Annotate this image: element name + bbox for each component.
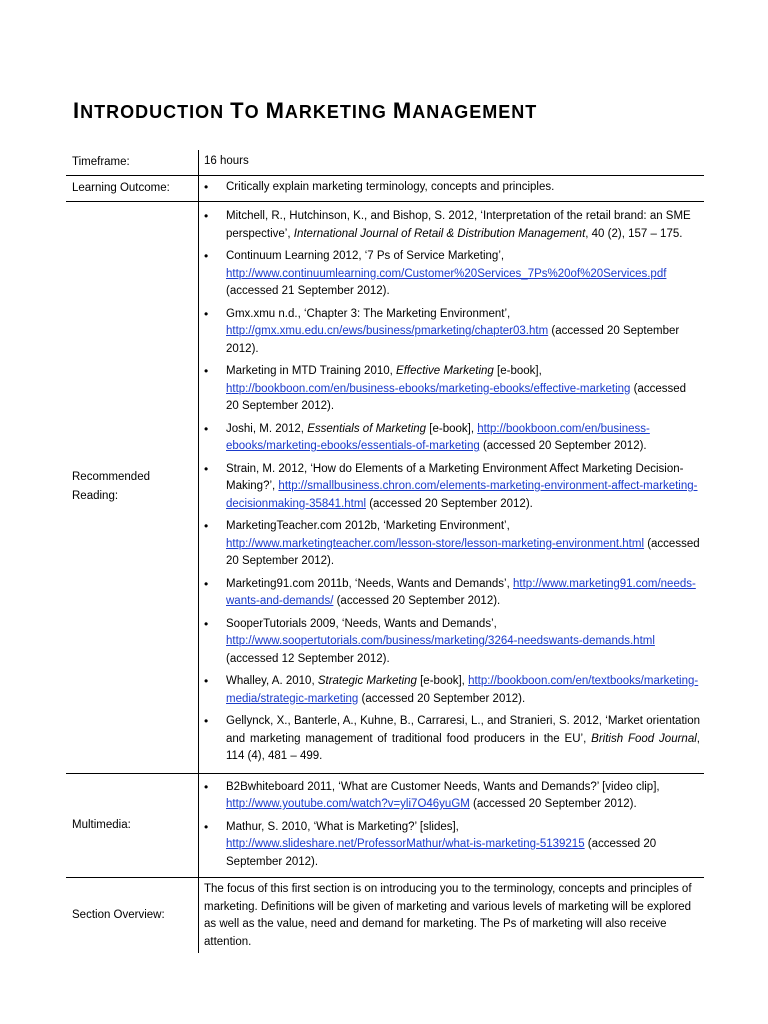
multimedia-row: [66, 774, 704, 879]
reading-item: • Mitchell, R., Hutchinson, K., and Bishop, S. 2012, ‘Interpretation of the retail brand: an SME perspective’, International Journal of Retail & Distribution Management, 40 (2), 157 – 175.: [204, 208, 700, 243]
reference-link[interactable]: http://bookboon.com/en/business-ebooks/marketing-ebooks/effective-marketing: [226, 382, 631, 395]
reading-list: [204, 208, 700, 766]
section-overview-row: [66, 878, 704, 953]
reading-item: • Continuum Learning 2012, ‘7 Ps of Service Marketing’, http://www.continuumlearning.com/Customer%20Services_7Ps%20of%20Services.pdf (accessed 21 September 2012).: [204, 248, 700, 301]
learning-outcome-item: • Critically explain marketing terminology, concepts and principles.: [204, 179, 700, 197]
recommended-reading-row: [66, 202, 704, 774]
learning-outcome-row: [66, 176, 704, 202]
reading-item: • Gellynck, X., Banterle, A., Kuhne, B., Carraresi, L., and Stranieri, S. 2012, ‘Market orientation and marketing management of traditional food producers in the EU’, British Food Journal, 114 (4), 481 – 499.: [204, 713, 700, 766]
reading-item: • Marketing in MTD Training 2010, Effective Marketing [e-book], http://bookboon.com/en/business-ebooks/marketing-ebooks/effective-marketing (accessed 20 September 2012).: [204, 363, 700, 416]
reading-item: • Whalley, A. 2010, Strategic Marketing [e-book], http://bookboon.com/en/textbooks/marketing-media/strategic-marketing (accessed 20 September 2012).: [204, 673, 700, 708]
timeframe-row: [66, 150, 704, 176]
learning-outcome-label: Learning Outcome:: [72, 182, 170, 194]
recommended-reading-label: Recommended Reading:: [72, 471, 150, 503]
page-title: INTRODUCTION TO MARKETING MANAGEMENT: [73, 98, 538, 123]
reference-link[interactable]: http://www.slideshare.net/ProfessorMathur/what-is-marketing-5139215: [226, 838, 585, 850]
reading-item: • Gmx.xmu n.d., ‘Chapter 3: The Marketing Environment’, http://gmx.xmu.edu.cn/ews/business/pmarketing/chapter03.htm (accessed 20 September 2012).: [204, 306, 700, 359]
multimedia-list: [204, 779, 700, 872]
timeframe-label: Timeframe:: [72, 156, 130, 168]
multimedia-item: • Mathur, S. 2010, ‘What is Marketing?’ [slides], http://www.slideshare.net/ProfessorMathur/what-is-marketing-5139215 (accessed 20 September 2012).: [204, 819, 700, 872]
reference-link[interactable]: http://www.youtube.com/watch?v=yli7O46yuGM: [226, 798, 470, 810]
reading-item: • MarketingTeacher.com 2012b, ‘Marketing Environment’, http://www.marketingteacher.com/lesson-store/lesson-marketing-environment.html (accessed 20 September 2012).: [204, 518, 700, 571]
reference-link[interactable]: http://gmx.xmu.edu.cn/ews/business/pmarketing/chapter03.htm: [226, 325, 549, 337]
reading-item: • SooperTutorials 2009, ‘Needs, Wants and Demands’, http://www.soopertutorials.com/business/marketing/3264-needswants-demands.html (accessed 12 September 2012).: [204, 616, 700, 669]
section-overview-label: Section Overview:: [72, 909, 165, 921]
course-info-table: [66, 150, 704, 953]
reference-link[interactable]: http://www.continuumlearning.com/Customer%20Services_7Ps%20of%20Services.pdf: [226, 267, 667, 280]
reading-item: • Joshi, M. 2012, Essentials of Marketing [e-book], http://bookboon.com/en/business-ebooks/marketing-ebooks/essentials-of-marketing (accessed 20 September 2012).: [204, 421, 700, 456]
reference-link[interactable]: http://www.soopertutorials.com/business/marketing/3264-needswants-demands.html: [226, 635, 655, 647]
timeframe-value: 16 hours: [198, 150, 704, 175]
reference-link[interactable]: http://www.marketingteacher.com/lesson-store/lesson-marketing-environment.html: [226, 537, 645, 550]
multimedia-label: Multimedia:: [72, 818, 131, 831]
reference-link[interactable]: http://www.marketing91.com/needs-wants-and-demands/: [226, 577, 696, 607]
reference-link[interactable]: http://smallbusiness.chron.com/elements-marketing-environment-affect-marketing-decisionmaking-35841.html: [226, 480, 698, 510]
section-overview-text: The focus of this first section is on introducing you to the terminology, concepts and principles of marketing. Definitions will be given of marketing and various levels of marketing will be explored as well as the value, need and demand for marketing. The Ps of marketing will also receive attention.: [198, 878, 704, 953]
multimedia-item: • B2Bwhiteboard 2011, ‘What are Customer Needs, Wants and Demands?’ [video clip], http://www.youtube.com/watch?v=yli7O46yuGM (accessed 20 September 2012).: [204, 779, 700, 814]
reference-link[interactable]: http://bookboon.com/en/textbooks/marketing-media/strategic-marketing: [226, 675, 699, 705]
reading-item: • Strain, M. 2012, ‘How do Elements of a Marketing Environment Affect Marketing Decision-Making?’, http://smallbusiness.chron.com/elements-marketing-environment-affect-marketing-decisionmaking-35841.html (accessed 20 September 2012).: [204, 461, 700, 514]
reading-item: • Marketing91.com 2011b, ‘Needs, Wants and Demands’, http://www.marketing91.com/needs-wants-and-demands/ (accessed 20 September 2012).: [204, 576, 700, 611]
reference-link[interactable]: http://bookboon.com/en/business-ebooks/marketing-ebooks/essentials-of-marketing: [226, 422, 650, 452]
